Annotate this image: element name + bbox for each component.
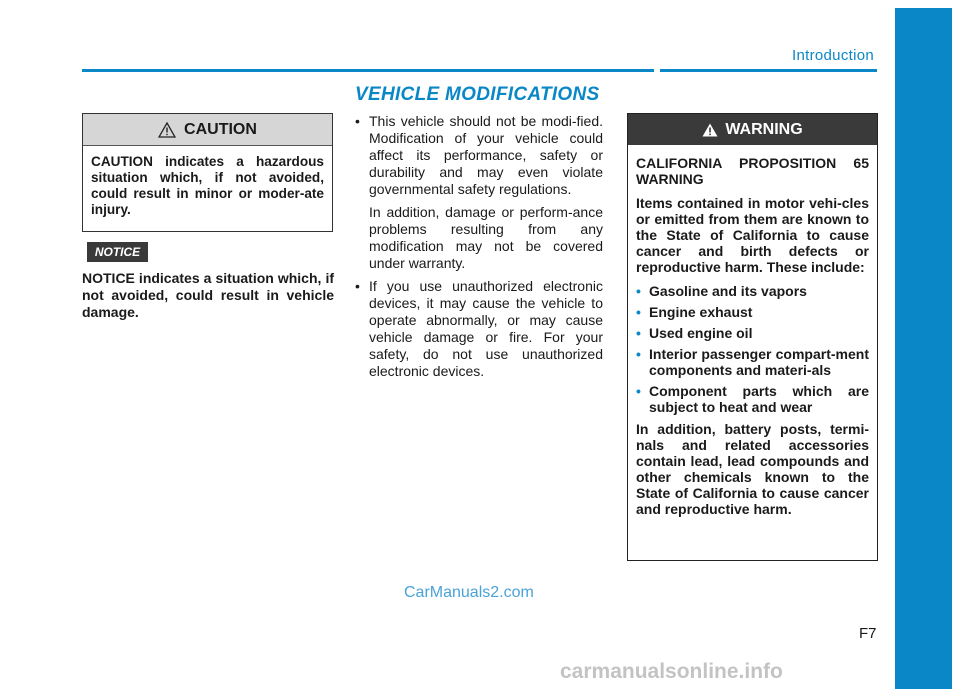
list-item: • Used engine oil (636, 325, 753, 341)
caution-text: CAUTION indicates a hazardous situation which, if not avoided, could result in minor or moder-ate injury. (83, 146, 332, 231)
modifications-column (355, 113, 603, 386)
bullet-dot: • (636, 346, 641, 362)
warning-body (628, 145, 877, 517)
modification-text-1: This vehicle should not be modi-fied. Modification of your vehicle could affect its performance, safety or durability and may even violate governmental safety regulations. (369, 113, 603, 197)
notice-text: NOTICE indicates a situation which, if not avoided, could result in vehicle damage. (82, 270, 334, 320)
warning-list (636, 283, 869, 415)
caution-title: CAUTION (184, 120, 257, 138)
warning-triangle-icon (702, 123, 718, 137)
list-item: • Engine exhaust (636, 304, 753, 320)
page-heading: VEHICLE MODIFICATIONS (355, 84, 600, 105)
section-label: Introduction (792, 47, 874, 64)
warning-intro: Items contained in motor vehi-cles or emitted from them are known to the State of California to cause cancer and birth defects or reproductive harm. These include: (636, 195, 869, 275)
watermark-footer: carmanualsonline.info (560, 660, 783, 683)
warning-heading: CALIFORNIA PROPOSITION 65 WARNING (636, 155, 869, 187)
page-number: F7 (859, 625, 877, 642)
list-item: • Interior passenger compart-ment components and materi-als (636, 346, 869, 378)
warning-header (628, 114, 877, 145)
list-item: • Gasoline and its vapors (636, 283, 807, 299)
bullet-dot: • (636, 304, 641, 320)
modification-paragraph: In addition, damage or perform-ance problems resulting from any modification may not be covered under warranty. (369, 204, 603, 271)
notice-badge: NOTICE (87, 242, 148, 262)
chapter-side-tab (895, 8, 952, 689)
header-rule (82, 69, 654, 72)
caution-header (83, 114, 332, 146)
bullet-dot: • (636, 383, 641, 399)
list-item: • Component parts which are subject to heat and wear (636, 383, 869, 415)
bullet-dot: • (636, 283, 641, 299)
watermark-link[interactable]: CarManuals2.com (404, 584, 534, 601)
bullet-dot: • (636, 325, 641, 341)
modification-bullet-1 (355, 113, 603, 198)
warning-box (627, 113, 878, 561)
bullet-dot: • (355, 278, 360, 294)
warning-title: WARNING (725, 120, 803, 138)
bullet-dot: • (355, 113, 360, 129)
caution-triangle-icon (158, 122, 176, 138)
modification-text-2: If you use unauthorized electronic devices, it may cause the vehicle to operate abnormally, or may cause vehicle damage or fire. For your safety, do not use unauthorized electronic devices. (369, 278, 603, 379)
header-rule-right (660, 69, 877, 72)
warning-closing: In addition, battery posts, termi-nals and related accessories contain lead, lead compounds and other chemicals known to the State of California to cause cancer and reproductive harm. (636, 421, 869, 517)
modification-bullet-2 (355, 278, 603, 380)
caution-box (82, 113, 333, 232)
